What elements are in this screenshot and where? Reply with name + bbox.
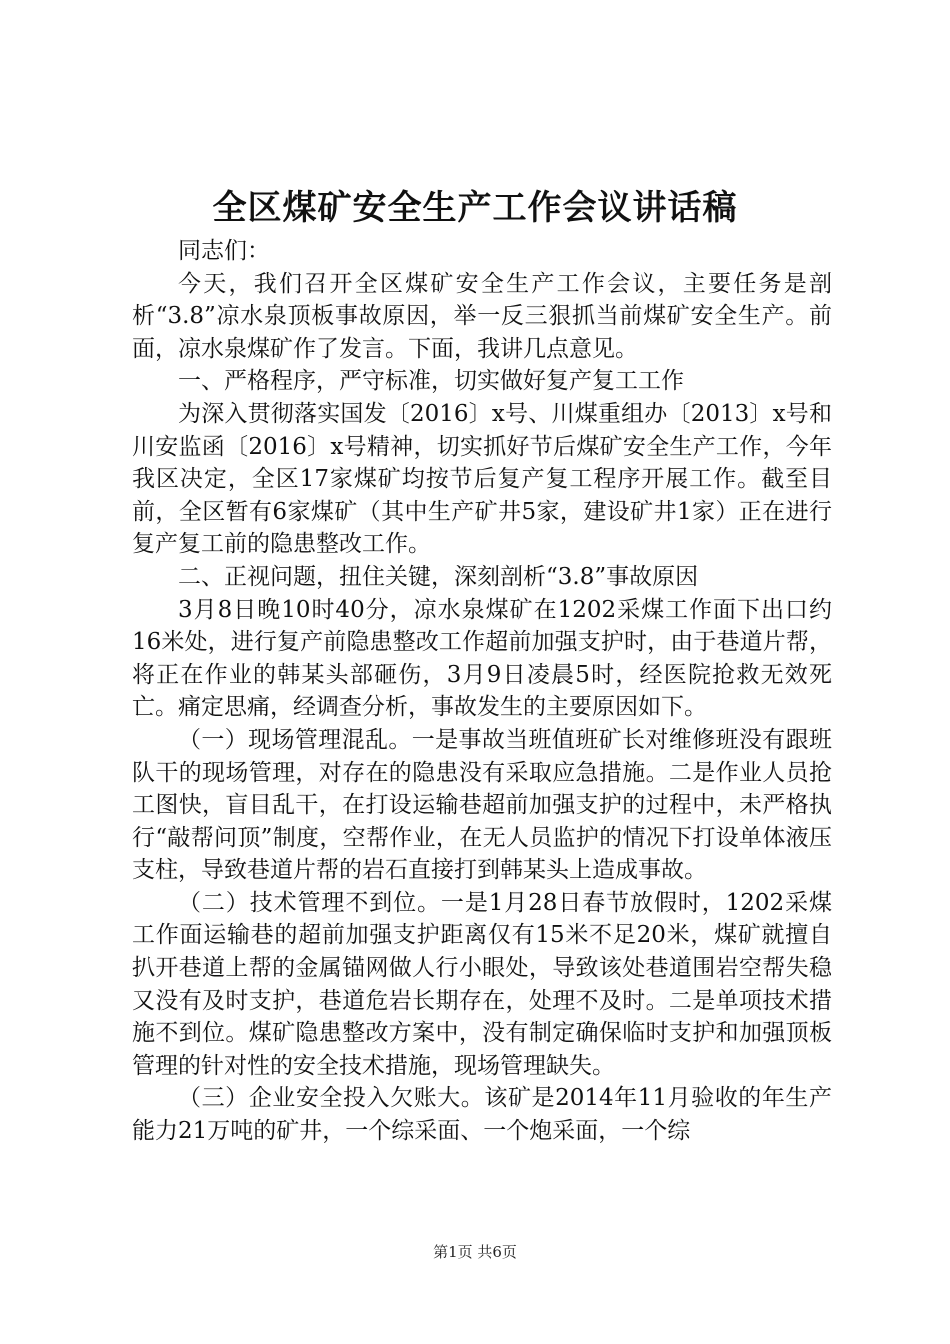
body-paragraph: （三）企业安全投入欠账大。该矿是2014年11月验收的年生产能力21万吨的矿井，一个综采面、一个炮采面，一个综 bbox=[132, 1085, 832, 1145]
body-paragraph: 今天，我们召开全区煤矿安全生产工作会议，主要任务是剖析“3.8”凉水泉顶板事故原因，举一反三狠抓当前煤矿安全生产。前面，凉水泉煤矿作了发言。下面，我讲几点意见。 bbox=[132, 270, 832, 362]
document-title: 全区煤矿安全生产工作会议讲话稿 bbox=[212, 188, 738, 228]
document-body bbox=[132, 235, 832, 1148]
page-number: 第1页 共6页 bbox=[433, 1243, 517, 1261]
body-paragraph: （二）技术管理不到位。一是1月28日春节放假时，1202采煤工作面运输巷的超前加强支护距离仅有15米不足20米，煤矿就擅自扒开巷道上帮的金属锚网做人行小眼处，导致该处巷道围岩空帮失稳又没有及时支护，巷道危岩长期存在，处理不及时。二是单项技术措施不到位。煤矿隐患整改方案中，没有制定确保临时支护和加强顶板管理的针对性的安全技术措施，现场管理缺失。 bbox=[132, 889, 832, 1079]
section-heading: 一、严格程序，严守标准，切实做好复产复工工作 bbox=[178, 368, 684, 395]
section-heading: 二、正视问题，扭住关键，深刻剖析“3.8”事故原因 bbox=[178, 563, 699, 590]
salutation: 同志们： bbox=[178, 238, 270, 264]
body-paragraph: 3月8日晚10时40分，凉水泉煤矿在1202采煤工作面下出口约16米处，进行复产前隐患整改工作超前加强支护时，由于巷道片帮，将正在作业的韩某头部砸伤，3月9日凌晨5时，经医院抢救无效死亡。痛定思痛，经调查分析，事故发生的主要原因如下。 bbox=[132, 596, 832, 721]
body-paragraph: 为深入贯彻落实国发〔2016〕x号、川煤重组办〔2013〕x号和川安监函〔2016〕x号精神，切实抓好节后煤矿安全生产工作，今年我区决定，全区17家煤矿均按节后复产复工程序开展工作。截至目前，全区暂有6家煤矿（其中生产矿井5家，建设矿井1家）正在进行复产复工前的隐患整改工作。 bbox=[132, 400, 832, 558]
body-paragraph: （一）现场管理混乱。一是事故当班值班矿长对维修班没有跟班队干的现场管理，对存在的隐患没有采取应急措施。二是作业人员抢工图快，盲目乱干，在打设运输巷超前加强支护的过程中，未严格执行“敲帮问顶”制度，空帮作业，在无人员监护的情况下打设单体液压支柱，导致巷道片帮的岩石直接打到韩某头上造成事故。 bbox=[132, 726, 832, 884]
